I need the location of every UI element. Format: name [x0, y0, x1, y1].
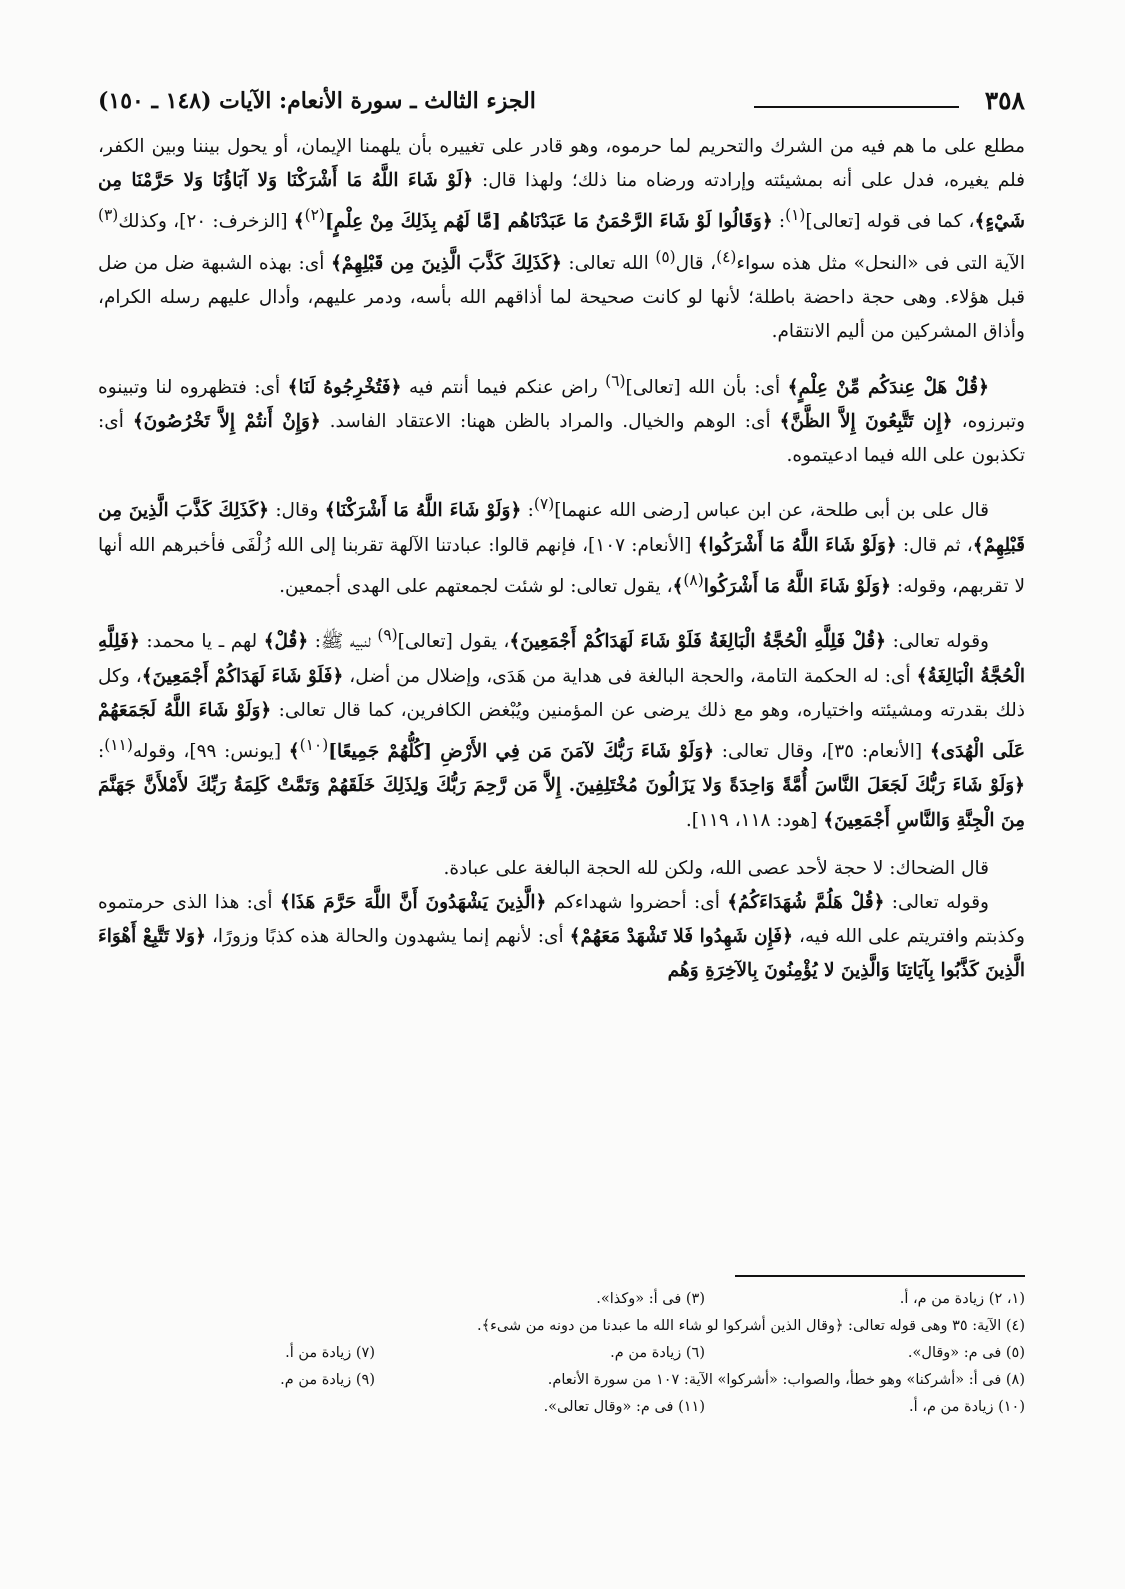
- running-title: الجزء الثالث ـ سورة الأنعام: الآيات (١٤٨ ـ ١٥٠): [98, 88, 536, 114]
- footnote: [98, 1394, 375, 1421]
- footnote: (١٠) زيادة من م، أ.: [909, 1399, 1025, 1415]
- footnote-row: [98, 1286, 1025, 1313]
- paragraph: وقوله تعالى: ﴿قُلْ فَلِلَّهِ الْحُجَّةُ الْبَالِغَةُ فَلَوْ شَاءَ لَهَدَاكُمْ أَجْمَعِينَ﴾، يقول [تعالى]$^{(٩)}$ لنبيه ﷺ: ﴿قُلْ﴾ لهم ـ يا محمد: ﴿فَلِلَّهِ الْحُجَّةُ الْبَالِغَةُ﴾ أى: له الحكمة التامة، والحجة البالغة فى هداية من هَدَى، وإضلال من أضل، ﴿فَلَوْ شَاءَ لَهَدَاكُمْ أَجْمَعِينَ﴾، وكل ذلك بقدرته ومشيئته واختياره، وهو مع ذلك يرضى عن المؤمنين ويُبْغض الكافرين، كما قال تعالى: ﴿وَلَوْ شَاءَ اللَّهُ لَجَمَعَهُمْ عَلَى الْهُدَى﴾ [الأنعام: ٣٥]، وقال تعالى: ﴿وَلَوْ شَاءَ رَبُّكَ لآمَنَ مَن فِي الأَرْضِ [كُلُّهُمْ جَمِيعًا]$^{(١٠)}$﴾ [يونس: ٩٩]، وقوله$^{(١١)}$: ﴿وَلَوْ شَاءَ رَبُّكَ لَجَعَلَ النَّاسَ أُمَّةً وَاحِدَةً وَلا يَزَالُونَ مُخْتَلِفِينَ. إِلاَّ مَن رَّحِمَ رَبُّكَ وَلِذَلِكَ خَلَقَهُمْ وَتَمَّتْ كَلِمَةُ رَبِّكَ لأَمْلأَنَّ جَهَنَّمَ مِنَ الْجِنَّةِ وَالنَّاسِ أَجْمَعِينَ﴾ [هود: ١١٨، ١١٩].: [98, 626, 1026, 831]
- footnote: (٦) زيادة من م.: [610, 1345, 705, 1361]
- footnote: (٣) فى أ: «وكذا».: [596, 1291, 705, 1307]
- paragraph: قال على بن أبى طلحة، عن ابن عباس [رضى الله عنهما]$^{(٧)}$: ﴿وَلَوْ شَاءَ اللَّهُ مَا أَشْرَكْنَا﴾ وقال: ﴿كَذَلِكَ كَذَّبَ الَّذِينَ مِن قَبْلِهِمْ﴾، ثم قال: ﴿وَلَوْ شَاءَ اللَّهُ مَا أَشْرَكُوا﴾ [الأنعام: ١٠٧]، فإنهم قالوا: عبادتنا الآلهة تقربنا إلى الله زُلْفَى فأخبرهم الله أنها لا تقربهم، وقوله: ﴿وَلَوْ شَاءَ اللَّهُ مَا أَشْرَكُوا$^{(٨)}$﴾، يقول تعالى: لو شئت لجمعتهم على الهدى أجمعين.: [98, 495, 1025, 598]
- paragraph: وقوله تعالى: ﴿قُلْ هَلُمَّ شُهَدَاءَكُمُ﴾ أى: أحضروا شهداءكم ﴿الَّذِينَ يَشْهَدُونَ أَنَّ اللَّهَ حَرَّمَ هَذَا﴾ أى: هذا الذى حرمتموه وكذبتم وافتريتم على الله فيه، ﴿فَإِن شَهِدُوا فَلا تَشْهَدْ مَعَهُمْ﴾ أى: لأنهم إنما يشهدون والحالة هذه كذبًا وزورًا، ﴿وَلا تَتَّبِعْ أَهْوَاءَ الَّذِينَ كَذَّبُوا بِآيَاتِنَا وَالَّذِينَ لا يُؤْمِنُونَ بِالآخِرَةِ وَهُم: [98, 891, 1025, 982]
- footnote: (٥) فى م: «وقال».: [907, 1345, 1025, 1361]
- footnote-row: [98, 1394, 1025, 1421]
- footnote: (١١) فى م: «وقال تعالى».: [543, 1399, 705, 1415]
- paragraph: ﴿قُلْ هَلْ عِندَكُم مِّنْ عِلْمٍ﴾ أى: بأن الله [تعالى]$^{(٦)}$ راض عنكم فيما أنتم فيه ﴿فَتُخْرِجُوهُ لَنَا﴾ أى: فتظهروه لنا وتبينوه وتبرزوه، ﴿إِن تَتَّبِعُونَ إِلاَّ الظَّنَّ﴾ أى: الوهم والخيال. والمراد بالظن ههنا: الاعتقاد الفاسد. ﴿وَإِنْ أَنتُمْ إِلاَّ تَخْرُصُونَ﴾ أى: تكذبون على الله فيما ادعيتموه.: [98, 371, 1025, 467]
- footnote-row: [98, 1313, 1025, 1340]
- main-text: [98, 130, 1025, 989]
- footnote: [98, 1286, 375, 1313]
- page-header: [98, 86, 1025, 130]
- page-number: ٣٥٨: [984, 86, 1025, 115]
- paragraph: مطلع على ما هم فيه من الشرك والتحريم لما حرموه، وهو قادر على تغييره بأن يلهمنا الإيمان، أو يحول بيننا وبين الكفر، فلم يغيره، فدل على أنه بمشيئته وإرادته ورضاه منا ذلك؛ ولهذا قال: ﴿لَوْ شَاءَ اللَّهُ مَا أَشْرَكْنَا وَلا آبَاؤُنَا وَلا حَرَّمْنَا مِن شَيْءٍ﴾، كما فى قوله [تعالى]$^{(١)}$: ﴿وَقَالُوا لَوْ شَاءَ الرَّحْمَنُ مَا عَبَدْنَاهُم [مَّا لَهُم بِذَلِكَ مِنْ عِلْمٍ]$^{(٢)}$﴾ [الزخرف: ٢٠]، وكذلك$^{(٣)}$ الآية التى فى «النحل» مثل هذه سواء$^{(٤)}$، قال$^{(٥)}$ الله تعالى: ﴿كَذَلِكَ كَذَّبَ الَّذِينَ مِن قَبْلِهِمْ﴾ أى: بهذه الشبهة ضل من ضل قبل هؤلاء. وهى حجة داحضة باطلة؛ لأنها لو كانت صحيحة لما أذاقهم الله بأسه، ودمر عليهم، وأدال عليهم رسله الكرام، وأذاق المشركين من أليم الانتقام.: [98, 136, 1025, 343]
- footnote: (٧) زيادة من أ.: [285, 1345, 375, 1361]
- footnote: (٨) فى أ: «أشركنا» وهو خطأ، والصواب: «أشركوا» الآية: ١٠٧ من سورة الأنعام.: [547, 1372, 1025, 1388]
- footnotes: [98, 1286, 1025, 1421]
- footnote-row: [98, 1367, 1025, 1394]
- footnote: (١، ٢) زيادة من م، أ.: [899, 1291, 1025, 1307]
- header-rule: [754, 106, 959, 108]
- footnote: (٤) الآية: ٣٥ وهى قوله تعالى: ﴿وقال الذين أشركوا لو شاء الله ما عبدنا من دونه من شىء﴾.: [477, 1318, 1025, 1334]
- footnote-row: [98, 1340, 1025, 1367]
- paragraph: قال الضحاك: لا حجة لأحد عصى الله، ولكن لله الحجة البالغة على عبادة.: [443, 857, 989, 879]
- footnote: (٩) زيادة من م.: [280, 1372, 375, 1388]
- footnote-rule: [735, 1275, 1025, 1277]
